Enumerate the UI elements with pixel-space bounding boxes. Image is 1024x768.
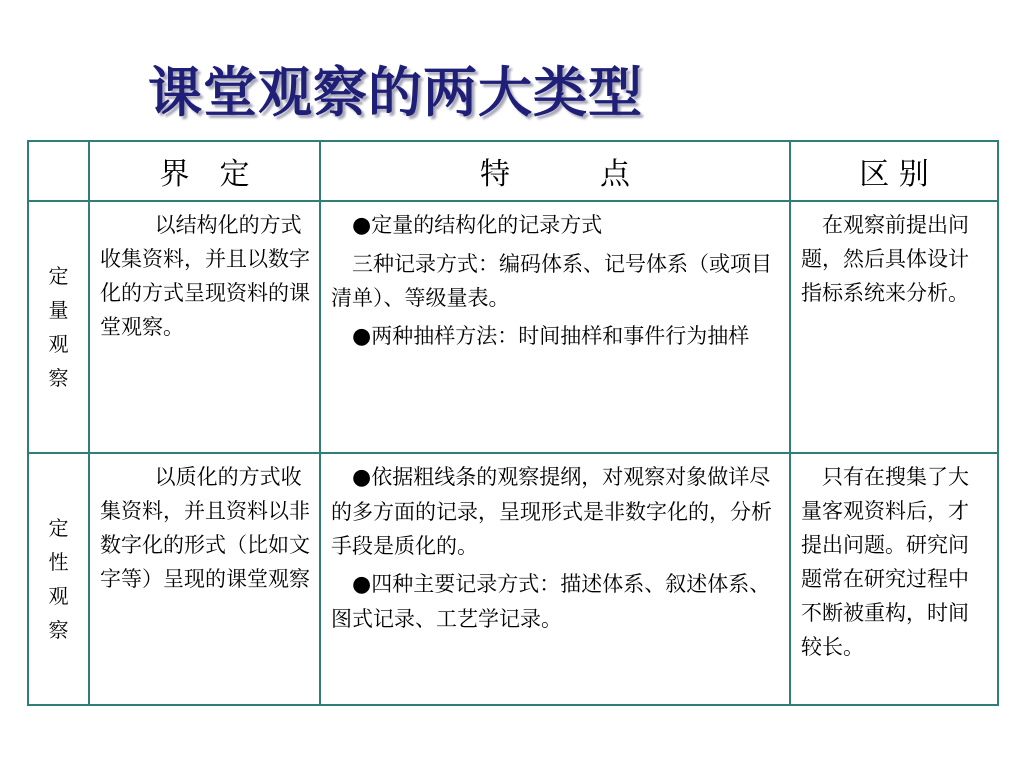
features-cell: [320, 201, 790, 453]
feature-item: ●两种抽样方法：时间抽样和事件行为抽样: [352, 324, 750, 349]
difference-cell: [790, 453, 998, 705]
definition-text: 以质化的方式收集资料，并且资料以非数字化的形式（比如文字等）呈现的课堂观察: [100, 465, 310, 591]
definition-cell: [89, 453, 320, 705]
slide-title: 课堂观察的两大类型: [148, 61, 643, 124]
bullet-icon: ●: [352, 572, 372, 597]
header-definition: 界 定: [89, 141, 320, 201]
feature-item: ●定量的结构化的记录方式: [352, 213, 603, 238]
feature-item: ●四种主要记录方式：描述体系、叙述体系、图式记录、工艺学记录。: [331, 572, 771, 631]
row-label-text: 定性观察: [48, 516, 69, 642]
table-header-row: [28, 141, 998, 201]
difference-cell: [790, 201, 998, 453]
bullet-icon: ●: [352, 324, 372, 349]
observation-types-table: [27, 140, 999, 706]
definition-text: 以结构化的方式收集资料，并且以数字化的方式呈现资料的课堂观察。: [100, 213, 310, 339]
row-label-text: 定量观察: [48, 264, 69, 390]
bullet-icon: ●: [352, 465, 372, 490]
header-features: 特 点: [320, 141, 790, 201]
feature-item: 三种记录方式：编码体系、记号体系（或项目清单）、等级量表。: [331, 252, 772, 310]
definition-cell: [89, 201, 320, 453]
table-row-qualitative: [28, 453, 998, 705]
features-cell: [320, 453, 790, 705]
table-row-quantitative: [28, 201, 998, 453]
bullet-icon: ●: [352, 213, 372, 238]
header-difference: 区 别: [790, 141, 998, 201]
feature-item: ●依据粗线条的观察提纲，对观察对象做详尽的多方面的记录，呈现形式是非数字化的，分析手段是质化的。: [331, 465, 772, 558]
difference-text: 只有在搜集了大量客观资料后，才提出问题。研究问题常在研究过程中不断被重构，时间较长。: [801, 465, 969, 659]
difference-text: 在观察前提出问题，然后具体设计指标系统来分析。: [801, 213, 969, 305]
row-label-quantitative: [28, 201, 89, 453]
header-corner: [28, 141, 89, 201]
row-label-qualitative: [28, 453, 89, 705]
